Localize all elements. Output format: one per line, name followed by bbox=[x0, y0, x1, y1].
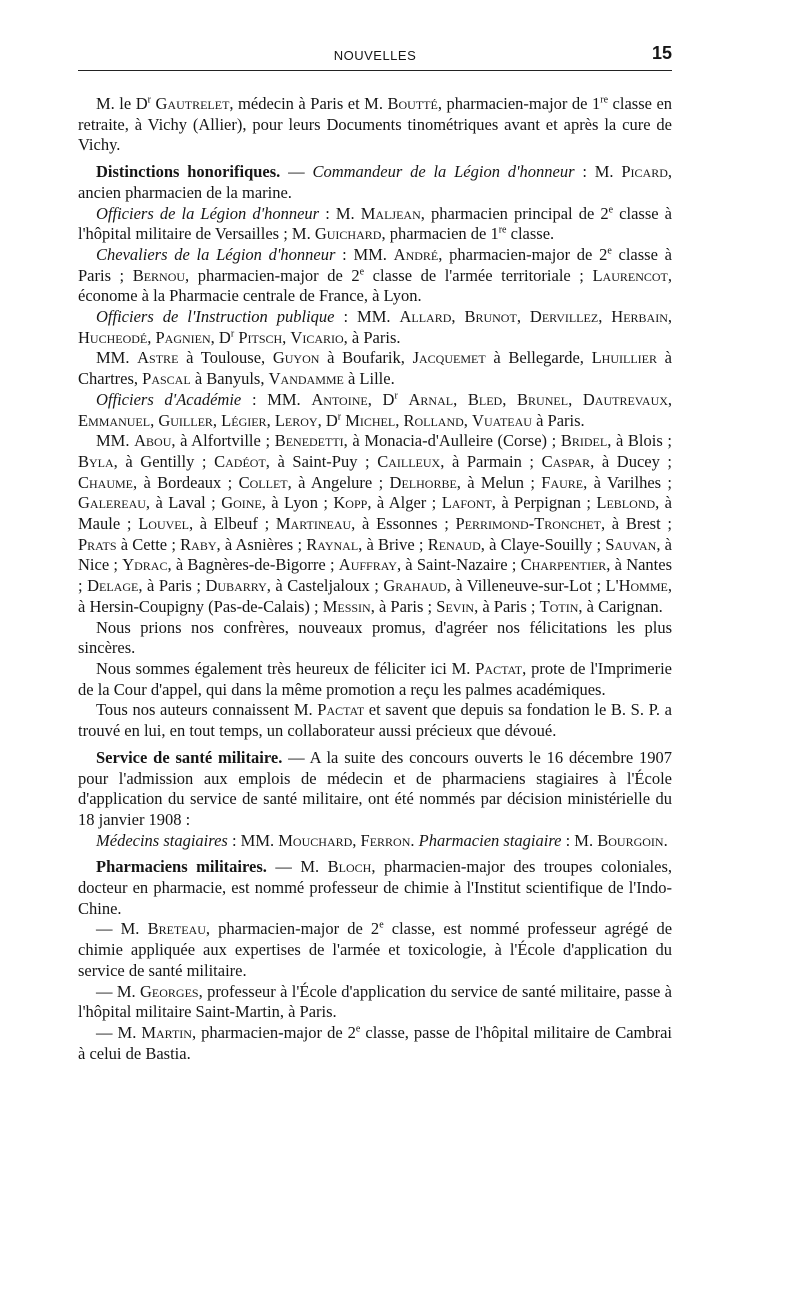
person-name: Michel bbox=[345, 410, 396, 430]
person-name: Bloch bbox=[327, 857, 372, 877]
text-run: , D bbox=[317, 410, 338, 430]
text-run: , à Monacia-d'Aulleire (Corse) ; bbox=[343, 431, 561, 451]
text-run: , à Claye-Souilly ; bbox=[480, 534, 606, 554]
text-run: — M. bbox=[96, 919, 148, 939]
person-name: Bridel bbox=[560, 431, 608, 451]
text-run: , à Hersin-Coupigny (Pas-de-Calais) ; bbox=[78, 576, 672, 616]
paragraph bbox=[78, 618, 672, 659]
person-name: Raby bbox=[180, 534, 217, 554]
text-run: , à Essonnes ; bbox=[351, 514, 456, 534]
person-name: Jacquemet bbox=[412, 348, 486, 368]
paragraph bbox=[78, 204, 672, 245]
person-name: Vuateau bbox=[472, 410, 532, 430]
text-run: , D bbox=[367, 389, 395, 409]
text-run: , bbox=[147, 327, 156, 347]
text-run: , à Angelure ; bbox=[287, 472, 390, 492]
text-run: , à Saint-Nazaire ; bbox=[396, 555, 521, 575]
superscript: e bbox=[359, 266, 365, 278]
text-run: , à Alfortville ; bbox=[171, 431, 275, 451]
text-run: , bbox=[352, 830, 361, 850]
person-name: Vandamme bbox=[268, 369, 344, 389]
text-run: à Chartres, bbox=[78, 348, 672, 389]
text-run bbox=[398, 390, 409, 409]
person-name: Dubarry bbox=[205, 576, 267, 596]
person-name: Guiller bbox=[158, 410, 213, 430]
person-name: Allard bbox=[399, 307, 452, 327]
person-name: Byla bbox=[78, 451, 114, 471]
person-name: Vicario bbox=[290, 327, 344, 347]
text-run: , bbox=[568, 389, 583, 409]
section-heading: Distinctions honorifiques. bbox=[96, 162, 281, 182]
text-run: , ancien pharmacien de la marine. bbox=[78, 162, 672, 202]
person-name: Delage bbox=[87, 576, 139, 596]
text-run: , à Paris ; bbox=[474, 596, 540, 616]
text-run: , pharmacien-major de 2 bbox=[185, 265, 360, 285]
text-run: , pharmacien-major de 2 bbox=[191, 1022, 356, 1042]
text-run: MM. bbox=[96, 431, 135, 451]
text-run: — M. bbox=[96, 1022, 142, 1042]
superscript: r bbox=[337, 411, 342, 423]
text-run: , bbox=[453, 389, 468, 409]
paragraph bbox=[78, 919, 672, 981]
text-run: classe en retraite, à Vichy (Allier), pour leurs Documents tinométriques avant et après la cure de Vichy. bbox=[78, 94, 673, 155]
text-run: , à Gentilly ; bbox=[113, 451, 215, 471]
category-label: Commandeur de la Légion d'honneur bbox=[312, 162, 575, 182]
running-title: NOUVELLES bbox=[333, 48, 417, 63]
paragraph bbox=[78, 857, 672, 919]
page-number: 15 bbox=[651, 43, 672, 63]
person-name: Caspar bbox=[541, 451, 591, 471]
text-run: à Banyuls, bbox=[190, 369, 269, 389]
person-name: Pascal bbox=[142, 369, 191, 389]
text-run: à Boufarik, bbox=[319, 348, 413, 368]
text-run: , pharmacien de 1 bbox=[381, 224, 499, 244]
person-name: Dervillez bbox=[529, 307, 599, 327]
text-run: , à Paris ; bbox=[370, 596, 437, 616]
text-run: classe à l'hôpital militaire de Versailles ; M. bbox=[78, 203, 672, 244]
person-name: Brunel bbox=[517, 389, 569, 409]
category-label: Officiers de la Légion d'honneur bbox=[96, 203, 320, 223]
person-name: Boutté bbox=[387, 94, 438, 113]
page-body bbox=[78, 94, 672, 1064]
person-name: Bernou bbox=[132, 265, 186, 285]
person-name: Auffray bbox=[338, 555, 397, 575]
text-run: , pharmacien-major de 2 bbox=[205, 919, 380, 939]
text-run: , à Paris ; bbox=[138, 576, 206, 596]
person-name: Pactat bbox=[475, 658, 523, 678]
paragraph bbox=[78, 307, 672, 348]
paragraph bbox=[78, 94, 672, 156]
text-run: , à Blois ; bbox=[607, 431, 672, 451]
category-label: Médecins stagiaires bbox=[96, 830, 228, 850]
text-run: , à Casteljaloux ; bbox=[266, 576, 384, 596]
person-name: Galereau bbox=[78, 493, 146, 513]
text-run: , bbox=[282, 327, 291, 347]
text-run: , D bbox=[210, 327, 231, 347]
person-name: Grahaud bbox=[383, 576, 447, 596]
text-run: , à Melun ; bbox=[456, 472, 542, 492]
text-run: Nous sommes également très heureux de féliciter ici M. bbox=[96, 658, 476, 678]
text-run: , à Asnières ; bbox=[216, 534, 307, 554]
person-name: Cailleux bbox=[377, 451, 441, 471]
text-run: , bbox=[451, 307, 465, 327]
paragraph bbox=[78, 162, 672, 203]
text-run: , bbox=[150, 410, 159, 430]
person-name: Cadéot bbox=[214, 451, 266, 471]
person-name: Guyon bbox=[272, 348, 320, 368]
text-run: , à Carignan. bbox=[578, 596, 663, 616]
text-run: à Cette ; bbox=[116, 534, 181, 554]
paragraph bbox=[78, 1023, 672, 1064]
text-run: , bbox=[395, 410, 404, 430]
person-name: André bbox=[393, 244, 439, 264]
text-run: M. le D bbox=[96, 94, 148, 113]
section-heading: Pharmaciens militaires. bbox=[96, 857, 267, 877]
person-name: Lafont bbox=[441, 493, 492, 513]
text-run: , à Brest ; bbox=[600, 514, 672, 534]
text-run: , bbox=[667, 389, 673, 409]
person-name: Brunot bbox=[464, 307, 517, 327]
superscript: e bbox=[608, 204, 614, 216]
person-name: Sauvan bbox=[605, 534, 657, 554]
text-run: — M. bbox=[96, 981, 140, 1001]
text-run: , bbox=[516, 307, 530, 327]
text-run: et savent que depuis sa fondation le B. S. P. a trouvé en lui, en tout temps, un collaborateur aussi précieux que dévoué. bbox=[78, 700, 672, 741]
text-run: , à Brive ; bbox=[358, 534, 428, 554]
person-name: Prats bbox=[78, 534, 117, 554]
text-run: : M. bbox=[561, 830, 598, 850]
text-run: , à Elbeuf ; bbox=[188, 514, 276, 534]
person-name: Picard bbox=[621, 162, 668, 182]
person-name: Martin bbox=[141, 1022, 192, 1042]
person-name: Pactat bbox=[317, 700, 365, 720]
text-run: , à Nice ; bbox=[78, 534, 672, 575]
text-run: classe. bbox=[506, 224, 555, 244]
text-run: . bbox=[663, 830, 668, 850]
text-run: : M. bbox=[574, 162, 622, 182]
person-name: Faure bbox=[541, 472, 584, 492]
category-label: Chevaliers de la Légion d'honneur bbox=[96, 244, 336, 264]
person-name: Pagnien bbox=[155, 327, 211, 347]
text-run: , à Villeneuve-sur-Lot ; bbox=[446, 576, 606, 596]
person-name: Rolland bbox=[403, 410, 464, 430]
section-heading: Service de santé militaire. bbox=[96, 747, 283, 767]
superscript: r bbox=[394, 390, 398, 402]
person-name: Martineau bbox=[275, 514, 352, 534]
person-name: Sevin bbox=[436, 596, 475, 616]
text-run: : MM. bbox=[334, 307, 400, 327]
person-name: Guichard bbox=[314, 224, 382, 244]
text-run: — bbox=[280, 162, 313, 182]
text-run: , à Alger ; bbox=[367, 493, 442, 513]
category-label: Officiers de l'Instruction publique bbox=[96, 307, 335, 327]
text-run: Nous prions nos confrères, nouveaux promus, d'agréer nos félicitations les plus sincères. bbox=[78, 617, 672, 658]
text-run: , prote de l'Imprimerie de la Cour d'appel, qui dans la même promotion a reçu les palmes académiques. bbox=[78, 658, 672, 699]
person-name: Laurencot bbox=[592, 265, 668, 285]
person-name: Légier bbox=[221, 410, 267, 430]
text-run: , à Ducey ; bbox=[590, 451, 673, 471]
text-run: — M. bbox=[266, 857, 328, 877]
text-run: , à Varilhes ; bbox=[583, 472, 672, 492]
paragraph bbox=[78, 982, 672, 1023]
text-run: , à Saint-Puy ; bbox=[265, 451, 378, 471]
text-run: , à Bagnères-de-Bigorre ; bbox=[167, 555, 339, 575]
person-name: Astre bbox=[137, 348, 179, 368]
person-name: Herbain bbox=[611, 307, 668, 327]
page-header bbox=[78, 40, 672, 71]
person-name: Gautrelet bbox=[155, 94, 230, 113]
paragraph bbox=[78, 390, 672, 431]
text-run: , bbox=[266, 410, 275, 430]
person-name: Leroy bbox=[274, 410, 318, 430]
text-run: , économe à la Pharmacie centrale de France, à Lyon. bbox=[78, 265, 672, 306]
text-run: à Toulouse, bbox=[178, 348, 273, 368]
person-name: Renaud bbox=[427, 534, 481, 554]
superscript: r bbox=[230, 328, 235, 340]
paragraph bbox=[78, 348, 672, 389]
text-run: . bbox=[410, 830, 419, 850]
person-name: L'Homme bbox=[605, 576, 668, 596]
superscript: re bbox=[498, 224, 507, 236]
text-run: , professeur à l'École d'application du service de santé militaire, passe à l'hôpital militaire Saint-Martin, à Paris. bbox=[78, 981, 673, 1022]
person-name: Chaume bbox=[78, 472, 134, 492]
person-name: Breteau bbox=[147, 919, 206, 939]
person-name: Pitsch bbox=[238, 327, 283, 347]
person-name: Antoine bbox=[311, 389, 368, 409]
person-name: Raynal bbox=[306, 534, 359, 554]
text-run: , médecin à Paris et M. bbox=[229, 94, 388, 113]
text-run: , à Laval ; bbox=[145, 493, 222, 513]
person-name: Hucheodé bbox=[78, 327, 148, 347]
text-run: , pharmacien principal de 2 bbox=[420, 203, 609, 223]
superscript: e bbox=[379, 919, 384, 931]
text-run: classe à Paris ; bbox=[78, 244, 672, 285]
text-run: , à Maule ; bbox=[78, 493, 673, 534]
person-name: Collet bbox=[238, 472, 288, 492]
text-run: , à Bordeaux ; bbox=[133, 472, 239, 492]
person-name: Louvel bbox=[138, 514, 189, 534]
text-run: : MM. bbox=[335, 244, 394, 264]
category-label: Officiers d'Académie bbox=[96, 389, 242, 409]
text-run: : MM. bbox=[241, 389, 312, 409]
text-run: — A la suite des concours ouverts le 16 décembre 1907 pour l'admission aux emplois de médecin et de pharmaciens stagiaires à l'École d'application du service de santé militaire, ont été nommés par décision ministérielle du 18 janvier 1908 : bbox=[78, 747, 672, 829]
superscript: e bbox=[355, 1023, 361, 1035]
person-name: Ferron bbox=[360, 830, 411, 850]
superscript: re bbox=[600, 94, 609, 106]
text-run: , bbox=[463, 410, 473, 430]
person-name: Kopp bbox=[333, 493, 368, 513]
category-label: Pharmacien stagiaire bbox=[418, 830, 562, 850]
text-run: , à Perpignan ; bbox=[491, 493, 597, 513]
person-name: Bled bbox=[467, 389, 503, 409]
person-name: Delhorbe bbox=[389, 472, 457, 492]
paragraph bbox=[78, 245, 672, 307]
person-name: Georges bbox=[140, 981, 199, 1001]
paragraph bbox=[78, 831, 672, 852]
text-run: , bbox=[598, 307, 612, 327]
text-run: , bbox=[212, 410, 222, 430]
text-run: à Paris. bbox=[531, 410, 585, 430]
text-run: classe, passe de l'hôpital militaire de Cambrai à celui de Bastia. bbox=[78, 1022, 673, 1063]
person-name: Bourgoin bbox=[597, 830, 664, 850]
text-run: , bbox=[502, 389, 518, 409]
text-run: , à Nantes ; bbox=[78, 555, 673, 596]
text-run: , à Parmain ; bbox=[440, 451, 542, 471]
person-name: Dautrevaux bbox=[582, 389, 668, 409]
text-run: : MM. bbox=[227, 830, 279, 850]
text-run: à Lille. bbox=[343, 369, 395, 389]
paragraph bbox=[78, 659, 672, 700]
paragraph bbox=[78, 431, 672, 617]
person-name: Abou bbox=[134, 431, 172, 451]
person-name: Benedetti bbox=[274, 431, 344, 451]
text-run: Tous nos auteurs connaissent M. bbox=[96, 700, 318, 720]
person-name: Perrimond-Tronchet bbox=[455, 514, 601, 534]
superscript: r bbox=[147, 94, 151, 106]
text-run: classe de l'armée territoriale ; bbox=[364, 265, 593, 285]
text-run: : M. bbox=[319, 203, 361, 223]
person-name: Goine bbox=[221, 493, 262, 513]
text-run: à Bellegarde, bbox=[485, 348, 592, 368]
text-run: , à Paris. bbox=[343, 327, 401, 347]
person-name: Messin bbox=[322, 596, 371, 616]
text-run: , bbox=[667, 307, 672, 327]
text-run: , à Lyon ; bbox=[261, 493, 334, 513]
person-name: Emmanuel bbox=[78, 410, 151, 430]
person-name: Ydrac bbox=[122, 555, 168, 575]
paragraph bbox=[78, 700, 672, 741]
person-name: Lhuillier bbox=[591, 348, 657, 368]
text-run: MM. bbox=[96, 348, 138, 368]
text-run: , pharmacien-major de 2 bbox=[438, 244, 608, 264]
text-run: , pharmacien-major des troupes coloniales, docteur en pharmacie, est nommé professeur de chimie à l'Institut scientifique de l'Indo-Chine. bbox=[78, 857, 672, 918]
person-name: Charpentier bbox=[520, 555, 607, 575]
text-run: classe, est nommé professeur agrégé de chimie appliquée aux expertises de l'armée et toxicologie, à l'École d'application du service de santé militaire. bbox=[78, 919, 673, 980]
person-name: Totin bbox=[539, 596, 579, 616]
person-name: Maljean bbox=[360, 203, 421, 223]
person-name: Leblond bbox=[596, 493, 656, 513]
person-name: Arnal bbox=[408, 389, 454, 409]
superscript: e bbox=[607, 245, 612, 257]
paragraph bbox=[78, 748, 672, 831]
text-run: , pharmacien-major de 1 bbox=[437, 94, 601, 113]
person-name: Mouchard bbox=[278, 830, 353, 850]
